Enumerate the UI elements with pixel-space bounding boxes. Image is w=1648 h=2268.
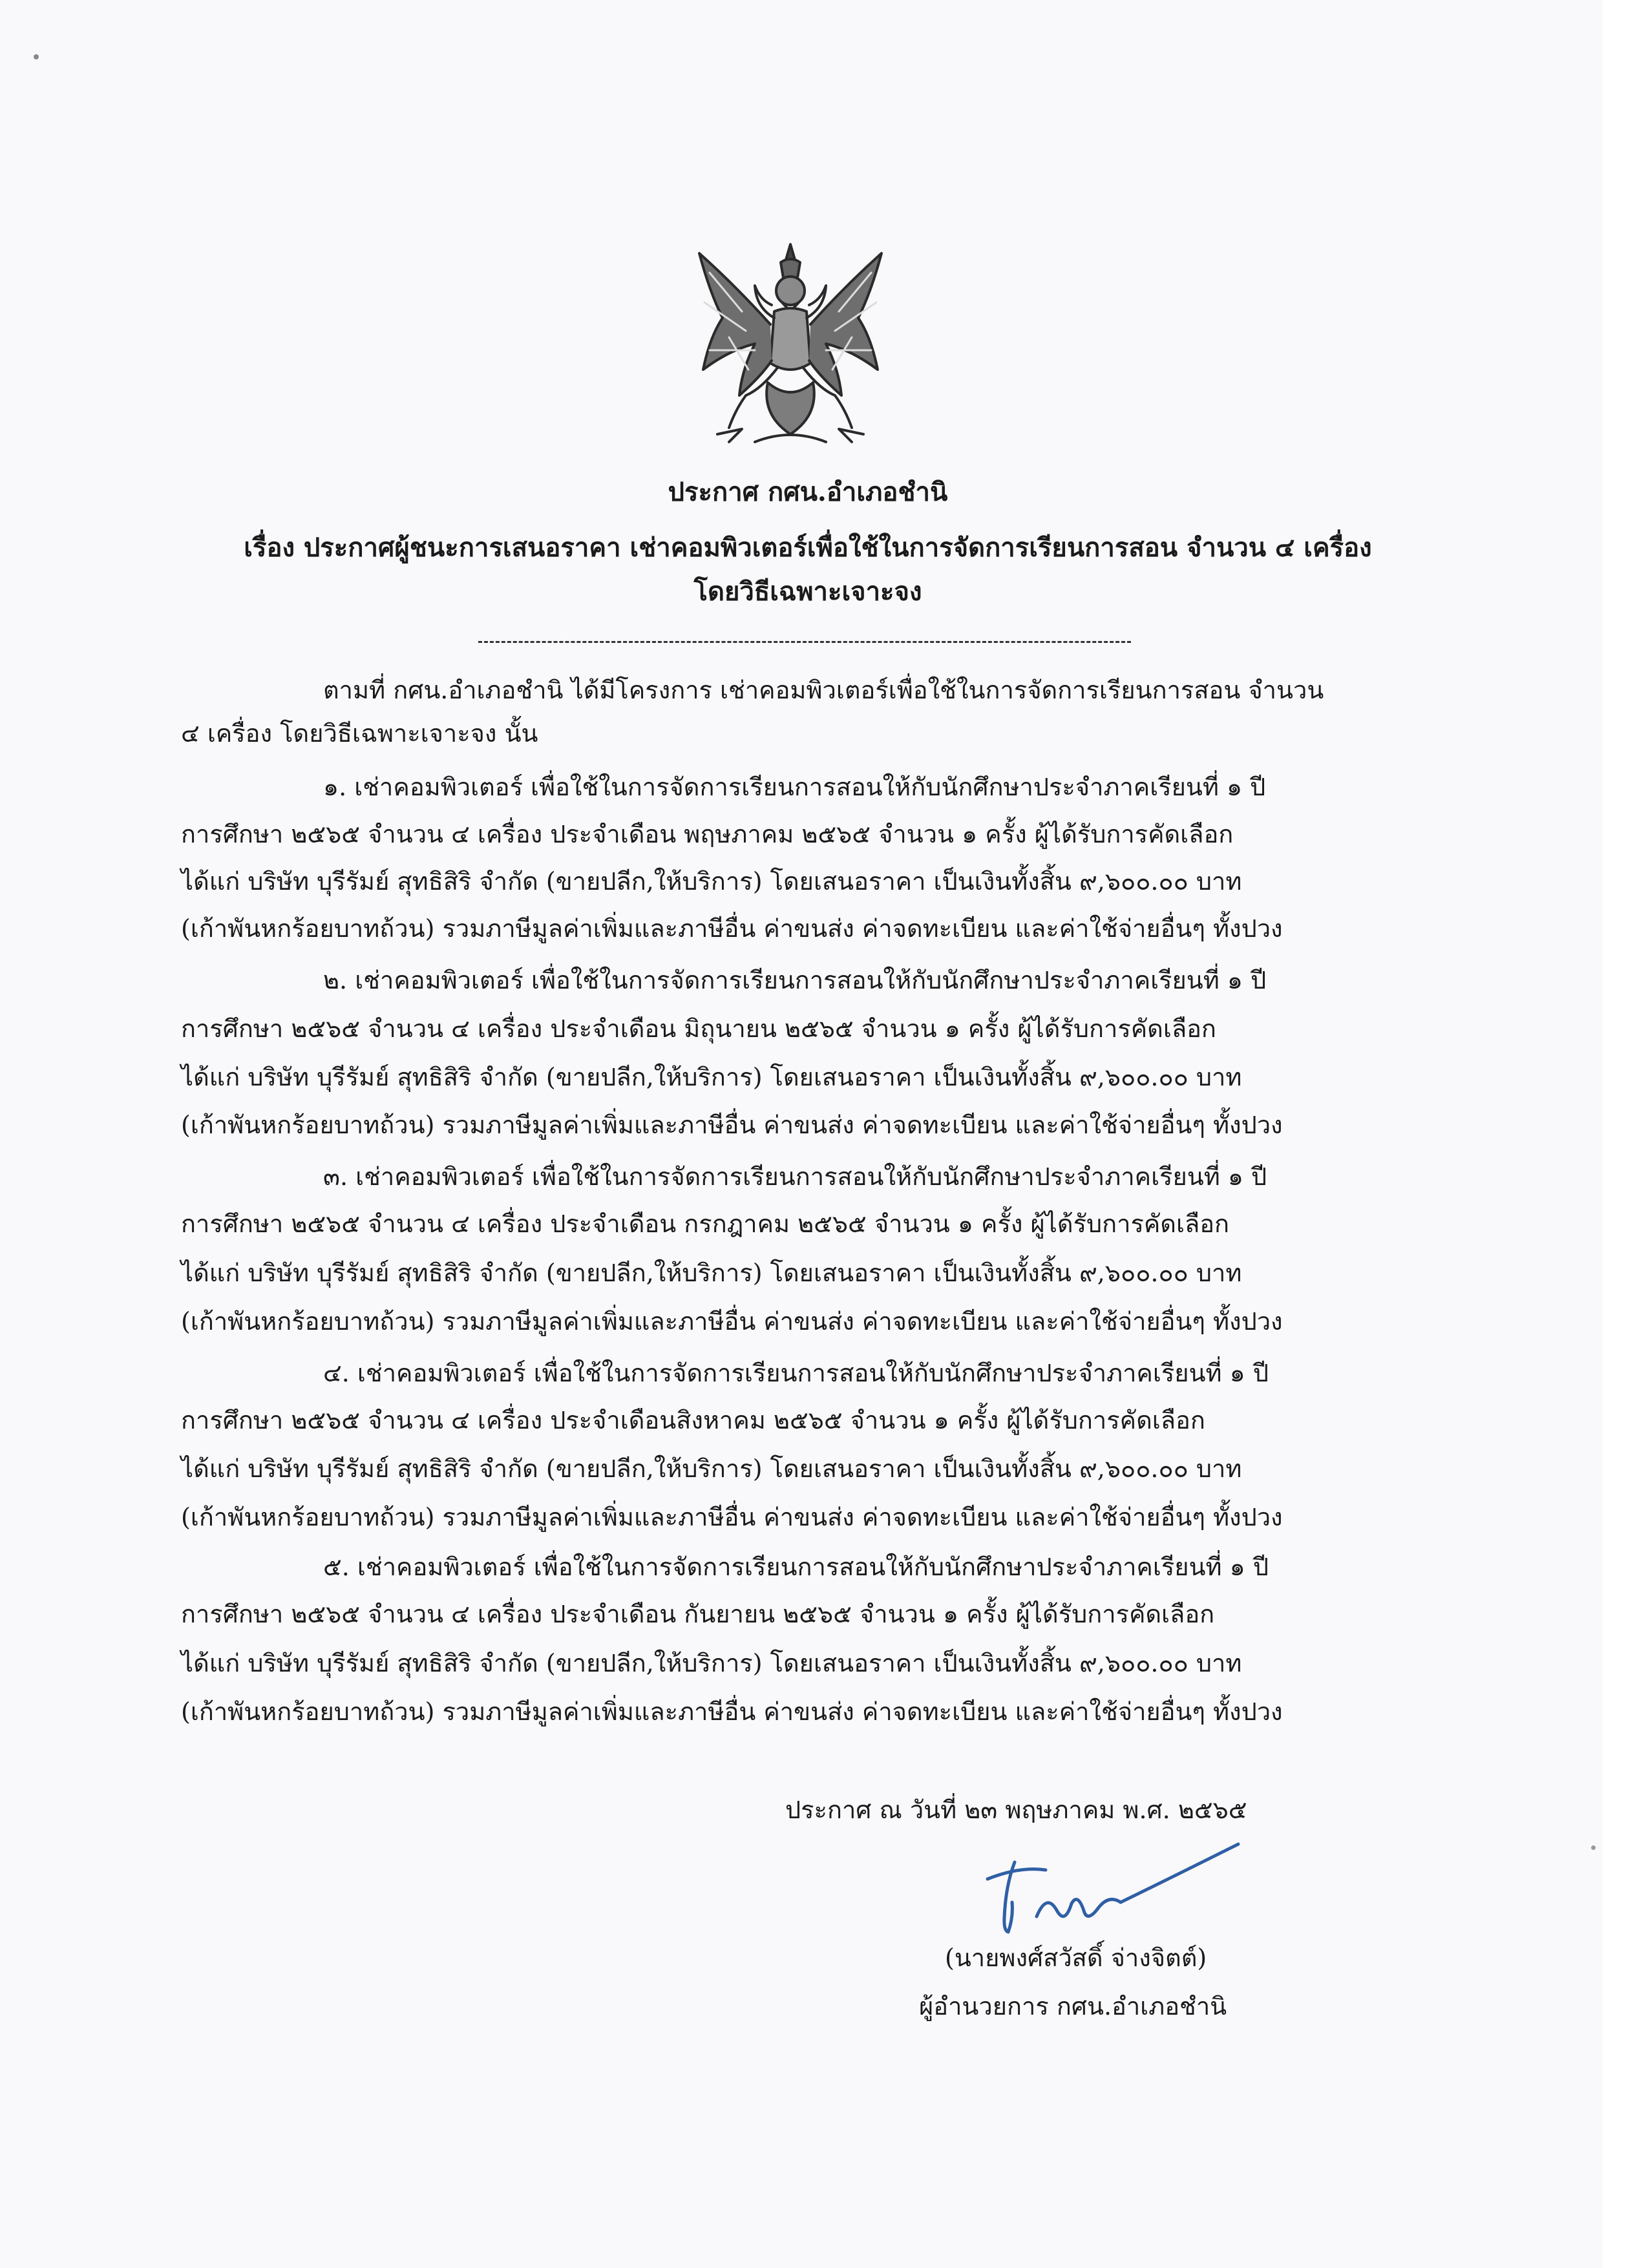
item-2-line: (เก้าพันหกร้อยบาทถ้วน) รวมภาษีมูลค่าเพิ่มและภาษีอื่น ค่าขนส่ง ค่าจดทะเบียน และค่าใช้จ่ายอื่นๆ ทั้งปวง [181,1111,1283,1139]
scan-speck [34,54,39,59]
item-2-line: ได้แก่ บริษัท บุรีรัมย์ สุทธิสิริ จำกัด (ขายปลีก,ให้บริการ) โดยเสนอราคา เป็นเงินทั้งสิ้น ๙,๖๐๐.๐๐ บาท [181,1063,1242,1091]
announcement-method: โดยวิธีเฉพาะเจาะจง [693,576,922,607]
item-4-line: ได้แก่ บริษัท บุรีรัมย์ สุทธิสิริ จำกัด (ขายปลีก,ให้บริการ) โดยเสนอราคา เป็นเงินทั้งสิ้น ๙,๖๐๐.๐๐ บาท [181,1454,1242,1483]
handwritten-signature [975,1840,1246,1957]
announcement-date: ประกาศ ณ วันที่ ๒๓ พฤษภาคม พ.ศ. ๒๕๖๕ [785,1796,1247,1824]
item-3-line: ๓. เช่าคอมพิวเตอร์ เพื่อใช้ในการจัดการเรียนการสอนให้กับนักศึกษาประจำภาคเรียนที่ ๑ ปี [323,1162,1267,1191]
item-2-line: การศึกษา ๒๕๖๕ จำนวน ๔ เครื่อง ประจำเดือน มิถุนายน ๒๕๖๕ จำนวน ๑ ครั้ง ผู้ได้รับการคัดเลือก [181,1014,1216,1043]
announcement-subject: เรื่อง ประกาศผู้ชนะการเสนอราคา เช่าคอมพิวเตอร์เพื่อใช้ในการจัดการเรียนการสอน จำนวน ๔ เครื่อง [244,532,1372,563]
item-5-line: (เก้าพันหกร้อยบาทถ้วน) รวมภาษีมูลค่าเพิ่มและภาษีอื่น ค่าขนส่ง ค่าจดทะเบียน และค่าใช้จ่ายอื่นๆ ทั้งปวง [181,1697,1283,1726]
signer-position: ผู้อำนวยการ กศน.อำเภอชำนิ [919,1992,1227,2021]
item-4-line: ๔. เช่าคอมพิวเตอร์ เพื่อใช้ในการจัดการเรียนการสอนให้กับนักศึกษาประจำภาคเรียนที่ ๑ ปี [323,1359,1269,1387]
item-5-line: การศึกษา ๒๕๖๕ จำนวน ๔ เครื่อง ประจำเดือน กันยายน ๒๕๖๕ จำนวน ๑ ครั้ง ผู้ได้รับการคัดเลือก [181,1600,1215,1628]
item-4-line: (เก้าพันหกร้อยบาทถ้วน) รวมภาษีมูลค่าเพิ่มและภาษีอื่น ค่าขนส่ง ค่าจดทะเบียน และค่าใช้จ่ายอื่นๆ ทั้งปวง [181,1503,1283,1531]
header-separator [478,641,1131,643]
garuda-emblem-icon [684,240,897,454]
item-1-line: ๑. เช่าคอมพิวเตอร์ เพื่อใช้ในการจัดการเรียนการสอนให้กับนักศึกษาประจำภาคเรียนที่ ๑ ปี [323,773,1266,801]
item-3-line: การศึกษา ๒๕๖๕ จำนวน ๔ เครื่อง ประจำเดือน กรกฎาคม ๒๕๖๕ จำนวน ๑ ครั้ง ผู้ได้รับการคัดเลือก [181,1210,1230,1238]
scan-speck [1591,1845,1596,1850]
item-1-line: การศึกษา ๒๕๖๕ จำนวน ๔ เครื่อง ประจำเดือน พฤษภาคม ๒๕๖๕ จำนวน ๑ ครั้ง ผู้ได้รับการคัดเลือก [181,820,1234,848]
announcement-title: ประกาศ กศน.อำเภอชำนิ [668,477,948,507]
item-5-line: ๕. เช่าคอมพิวเตอร์ เพื่อใช้ในการจัดการเรียนการสอนให้กับนักศึกษาประจำภาคเรียนที่ ๑ ปี [323,1553,1269,1581]
signer-name: (นายพงศ์สวัสดิ์ จ่างจิตต์) [945,1944,1207,1972]
item-3-line: (เก้าพันหกร้อยบาทถ้วน) รวมภาษีมูลค่าเพิ่มและภาษีอื่น ค่าขนส่ง ค่าจดทะเบียน และค่าใช้จ่ายอื่นๆ ทั้งปวง [181,1307,1283,1336]
intro-line: ๔ เครื่อง โดยวิธีเฉพาะเจาะจง นั้น [181,719,538,748]
item-1-line: (เก้าพันหกร้อยบาทถ้วน) รวมภาษีมูลค่าเพิ่มและภาษีอื่น ค่าขนส่ง ค่าจดทะเบียน และค่าใช้จ่ายอื่นๆ ทั้งปวง [181,914,1283,943]
item-2-line: ๒. เช่าคอมพิวเตอร์ เพื่อใช้ในการจัดการเรียนการสอนให้กับนักศึกษาประจำภาคเรียนที่ ๑ ปี [323,966,1267,994]
intro-line: ตามที่ กศน.อำเภอชำนิ ได้มีโครงการ เช่าคอมพิวเตอร์เพื่อใช้ในการจัดการเรียนการสอน จำนวน [323,676,1324,704]
item-1-line: ได้แก่ บริษัท บุรีรัมย์ สุทธิสิริ จำกัด (ขายปลีก,ให้บริการ) โดยเสนอราคา เป็นเงินทั้งสิ้น ๙,๖๐๐.๐๐ บาท [181,867,1242,896]
item-4-line: การศึกษา ๒๕๖๕ จำนวน ๔ เครื่อง ประจำเดือนสิงหาคม ๒๕๖๕ จำนวน ๑ ครั้ง ผู้ได้รับการคัดเลือก [181,1406,1205,1434]
item-3-line: ได้แก่ บริษัท บุรีรัมย์ สุทธิสิริ จำกัด (ขายปลีก,ให้บริการ) โดยเสนอราคา เป็นเงินทั้งสิ้น ๙,๖๐๐.๐๐ บาท [181,1259,1242,1287]
item-5-line: ได้แก่ บริษัท บุรีรัมย์ สุทธิสิริ จำกัด (ขายปลีก,ให้บริการ) โดยเสนอราคา เป็นเงินทั้งสิ้น ๙,๖๐๐.๐๐ บาท [181,1649,1242,1677]
